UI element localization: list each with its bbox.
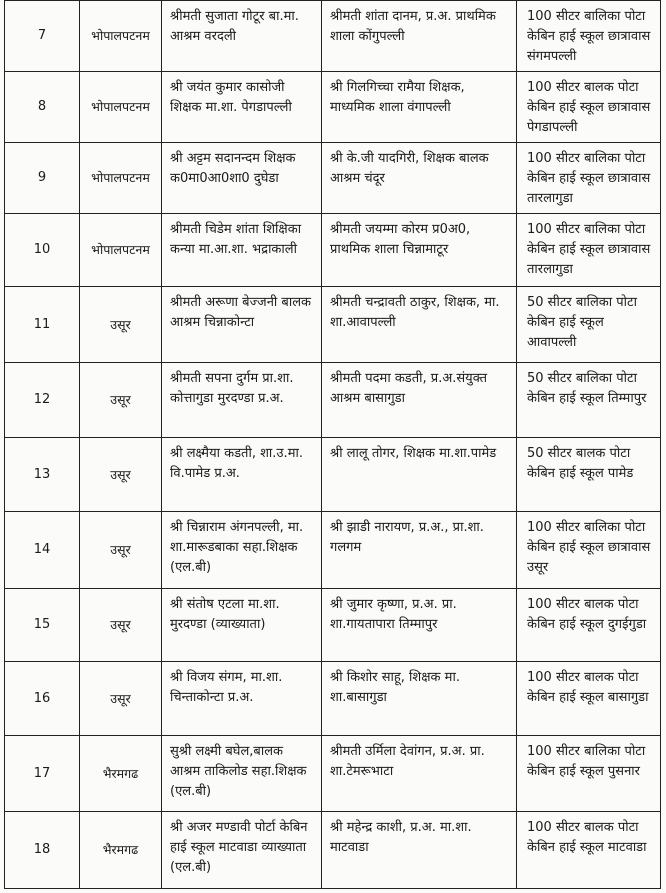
assistant-officer: श्री जुमार कृष्णा, प्र.अ. प्रा. शा.गायतापारा तिम्मापुर: [322, 589, 517, 662]
allocation-table: [4, 0, 661, 889]
hostel-name: 50 सीटर बालिका पोटा केबिन हाई स्कूल आवापल्ली: [517, 287, 661, 363]
table-row: [5, 143, 661, 214]
table-row: [5, 589, 661, 662]
block-name: भोपालपटनम: [80, 1, 162, 72]
nodal-officer: श्री संतोष एटला मा.शा. मुरदण्डा (व्याख्याता): [162, 589, 322, 662]
row-number: 14: [5, 512, 80, 589]
row-number: 13: [5, 438, 80, 512]
row-number: 15: [5, 589, 80, 662]
nodal-officer: श्री अट्टम सदानन्दम शिक्षक क0मा0आ0शा0 दुघेडा: [162, 143, 322, 214]
table-row: [5, 438, 661, 512]
hostel-name: 100 सीटर बालिका पोटा केबिन हाई स्कूल छात्रावास संगमपल्ली: [517, 1, 661, 72]
hostel-name: 100 सीटर बालिका पोटा केबिन हाई स्कूल छात्रावास उसूर: [517, 512, 661, 589]
row-number: 7: [5, 1, 80, 72]
nodal-officer: श्री विजय संगम, मा.शा. चिन्ताकोन्टा प्र.अ.: [162, 662, 322, 736]
nodal-officer: श्री लक्ष्मैया कडती, शा.उ.मा. वि.पामेड प्र.अ.: [162, 438, 322, 512]
table-row: [5, 72, 661, 143]
assistant-officer: श्रीमती जयम्मा कोरम प्र0अ0, प्राथमिक शाला चिन्नामाटूर: [322, 214, 517, 287]
nodal-officer: श्री चिन्नाराम अंगनपल्ली, मा. शा.मारूडबाका सहा.शिक्षक (एल.बी): [162, 512, 322, 589]
assistant-officer: श्री किशोर साहू, शिक्षक मा. शा.बासागुडा: [322, 662, 517, 736]
block-name: भैरमगढ: [80, 736, 162, 812]
assistant-officer: श्री महेन्द्र काशी, प्र.अ. मा.शा. माटवाडा: [322, 812, 517, 889]
hostel-name: 100 सीटर बालक पोटा केबिन हाई स्कूल छात्रावास पेगडापल्ली: [517, 72, 661, 143]
table-row: [5, 662, 661, 736]
row-number: 10: [5, 214, 80, 287]
assistant-officer: श्री लालू तोगर, शिक्षक मा.शा.पामेड: [322, 438, 517, 512]
assistant-officer: श्री के.जी यादगिरी, शिक्षक बालक आश्रम चंदूर: [322, 143, 517, 214]
block-name: उसूर: [80, 438, 162, 512]
row-number: 8: [5, 72, 80, 143]
row-number: 17: [5, 736, 80, 812]
assistant-officer: श्रीमती पदमा कडती, प्र.अ.संयुक्त आश्रम बासागुडा: [322, 363, 517, 438]
hostel-name: 100 सीटर बालक पोटा केबिन हाई स्कूल माटवाडा: [517, 812, 661, 889]
row-number: 12: [5, 363, 80, 438]
row-number: 16: [5, 662, 80, 736]
hostel-name: 50 सीटर बालक पोटा केबिन हाई स्कूल पामेड: [517, 438, 661, 512]
table-row: [5, 363, 661, 438]
table-row: [5, 736, 661, 812]
hostel-name: 100 सीटर बालिका पोटा केबिन हाई स्कूल छात्रावास तारलागुडा: [517, 214, 661, 287]
nodal-officer: श्रीमती अरूणा बेज्जनी बालक आश्रम चिन्नाकोन्टा: [162, 287, 322, 363]
table-row: [5, 214, 661, 287]
nodal-officer: श्रीमती सुजाता गोटूर बा.मा. आश्रम वरदली: [162, 1, 322, 72]
nodal-officer: श्रीमती चिडेम शांता शिक्षिका कन्या मा.आ.शा. भद्राकाली: [162, 214, 322, 287]
block-name: भोपालपटनम: [80, 72, 162, 143]
hostel-name: 100 सीटर बालिका पोटा केबिन हाई स्कूल पुसनार: [517, 736, 661, 812]
hostel-name: 100 सीटर बालक पोटा केबिन हाई स्कूल बासागुडा: [517, 662, 661, 736]
table-row: [5, 812, 661, 889]
block-name: उसूर: [80, 363, 162, 438]
block-name: उसूर: [80, 287, 162, 363]
assistant-officer: श्री गिलगिच्चा रामैया शिक्षक, माध्यमिक शाला वंगापल्ली: [322, 72, 517, 143]
nodal-officer: श्रीमती सपना दुर्गम प्रा.शा. कोत्तागुडा मुरदण्डा प्र.अ.: [162, 363, 322, 438]
hostel-name: 50 सीटर बालिका पोटा केबिन हाई स्कूल तिम्मापुर: [517, 363, 661, 438]
hostel-name: 100 सीटर बालिका पोटा केबिन हाई स्कूल छात्रावास तारलागुडा: [517, 143, 661, 214]
block-name: भोपालपटनम: [80, 214, 162, 287]
assistant-officer: श्रीमती शांता दानम, प्र.अ. प्राथमिक शाला कोंगुपल्ली: [322, 1, 517, 72]
row-number: 11: [5, 287, 80, 363]
nodal-officer: सुश्री लक्ष्मी बघेल,बालक आश्रम ताकिलोड सहा.शिक्षक (एल.बी): [162, 736, 322, 812]
assistant-officer: श्री झाडी नारायण, प्र.अ., प्रा.शा. गलगम: [322, 512, 517, 589]
assistant-officer: श्रीमती उर्मिला देवांगन, प्र.अ. प्रा. शा.टेमरूभाटा: [322, 736, 517, 812]
block-name: भैरमगढ: [80, 812, 162, 889]
table-row: [5, 512, 661, 589]
block-name: भोपालपटनम: [80, 143, 162, 214]
nodal-officer: श्री अजर मण्डावी पोर्टा केबिन हाई स्कूल माटवाडा व्याख्याता (एल.बी): [162, 812, 322, 889]
block-name: उसूर: [80, 512, 162, 589]
row-number: 18: [5, 812, 80, 889]
hostel-name: 100 सीटर बालक पोटा केबिन हाई स्कूल दुगईगुडा: [517, 589, 661, 662]
row-number: 9: [5, 143, 80, 214]
table-row: [5, 287, 661, 363]
block-name: उसूर: [80, 662, 162, 736]
nodal-officer: श्री जयंत कुमार कासोजी शिक्षक मा.शा. पेगडापल्ली: [162, 72, 322, 143]
assistant-officer: श्रीमती चन्द्रावती ठाकुर, शिक्षक, मा. शा.आवापल्ली: [322, 287, 517, 363]
block-name: उसूर: [80, 589, 162, 662]
table-row: [5, 1, 661, 72]
